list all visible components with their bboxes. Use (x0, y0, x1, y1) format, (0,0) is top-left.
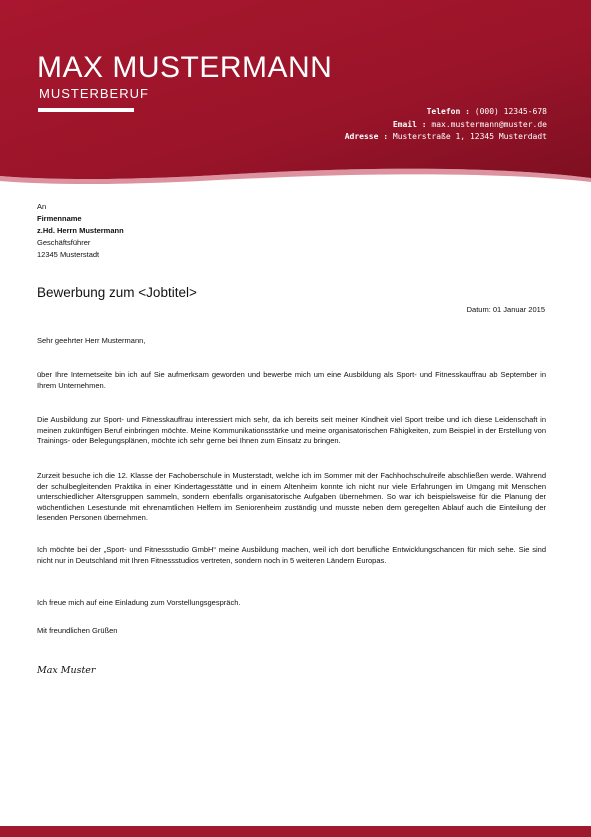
paragraph-1: über Ihre Internetseite bin ich auf Sie aufmerksam geworden und bewerbe mich um eine Ausbildung als Sport- und Fitnesskauffrau ab September in Ihrem Unternehmen. (37, 370, 546, 390)
letter-subject: Bewerbung zum <Jobtitel> (37, 285, 197, 300)
paragraph-4: Ich möchte bei der „Sport- und Fitnessstudio GmbH“ meine Ausbildung machen, weil ich dort berufliche Entwicklungschancen für mich sehe. Sie sind nicht nur in Deutschland mit Ihren Fitnessstudios vertreten, sondern noch in 5 weiteren Ländern Europas. (37, 545, 546, 565)
paragraph-2: Die Ausbildung zur Sport- und Fitnesskauffrau interessiert mich sehr, da ich bereits seit meiner Kindheit viel Sport treibe und ich diese Leidenschaft in meinen zukünftigen Beruf einbringen möchte. Meine Kommunikationsstärke und meine organisatorischen Fähigkeiten, zum Beispiel in der Erstellung von Trainings- oder Belegungsplänen, möchte ich sehr gerne bei Ihnen zum Einsatz zu bringen. (37, 415, 546, 446)
recipient-prefix: An (37, 202, 47, 211)
contact-email-value: max.mustermann@muster.de (431, 119, 547, 129)
contact-email (345, 119, 547, 132)
letter-date: Datum: 01 Januar 2015 (466, 305, 545, 314)
contact-address-label: Adresse : (344, 132, 389, 141)
recipient-attention: z.Hd. Herrn Mustermann (37, 226, 124, 235)
contact-address-value: Musterstraße 1, 12345 Musterdadt (392, 132, 547, 141)
salutation: Sehr geehrter Herr Mustermann, (37, 336, 146, 345)
contact-block (345, 106, 547, 144)
closing: Mit freundlichen Grüßen (37, 626, 118, 635)
contact-phone-value: (000) 12345-678 (474, 107, 547, 116)
contact-phone-label: Telefon : (426, 107, 470, 116)
contact-email-label: Email : (392, 119, 427, 129)
contact-address (345, 131, 547, 144)
paragraph-3: Zurzeit besuche ich die 12. Klasse der Fachoberschule in Musterstadt, welche ich im Sommer mit der Fachhochschulreife abschließen werde. Während der schulbegleitenden Praktika in einer Kindertagesstätte und in einem Altenheim konnte ich nicht nur viele Erfahrungen im Umgang mit Menschen unterschiedlicher Altersgruppen sammeln, sondern ebenfalls organisatorische Aufgaben übernehmen. So war ich beispielsweise für die Planung der wöchentlichen Lesestunde mit ehrenamtlichen Helfern im Seniorenheim zuständig und musste neben dem geregelten Ablauf auch die Einteilung der lesenden Personen übernehmen. (37, 471, 546, 523)
paragraph-5: Ich freue mich auf eine Einladung zum Vorstellungsgespräch. (37, 598, 241, 607)
recipient-address (37, 201, 124, 261)
contact-phone (345, 106, 547, 119)
footer-bar (0, 826, 591, 837)
applicant-name: MAX MUSTERMANN (37, 51, 333, 84)
recipient-company: Firmenname (37, 214, 82, 223)
letter-header (0, 0, 591, 190)
recipient-role: Geschäftsführer (37, 238, 91, 247)
recipient-city: 12345 Musterstadt (37, 250, 100, 259)
signature: Max Muster (37, 665, 96, 676)
applicant-profession: MUSTERBERUF (39, 86, 149, 101)
title-underline (38, 108, 134, 112)
